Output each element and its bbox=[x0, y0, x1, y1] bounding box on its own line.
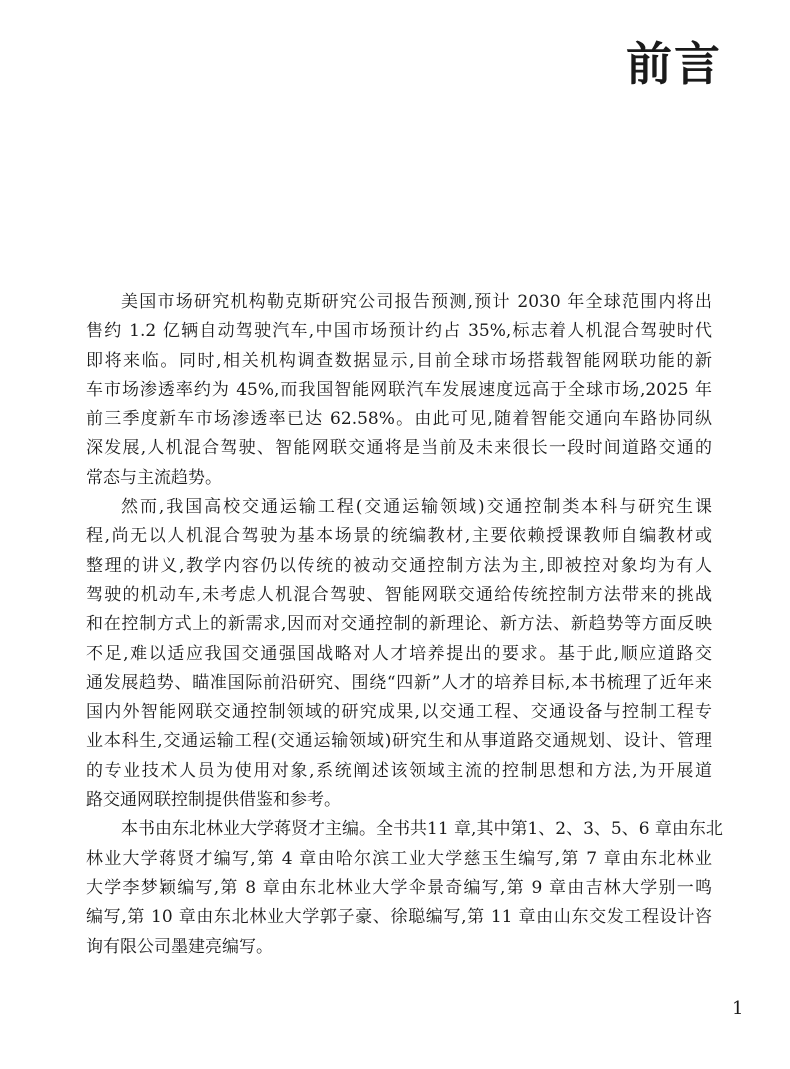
text-line: 编写,第 10 章由东北林业大学郭子豪、徐聪编写,第 11 章由山东交发工程设计咨 bbox=[86, 907, 712, 928]
paragraph bbox=[86, 288, 712, 493]
text-line: 询有限公司墨建亮编写。 bbox=[86, 936, 273, 957]
text-line: 整理的讲义,教学内容仍以传统的被动交通控制方法为主,即被控对象均为有人 bbox=[86, 555, 712, 576]
text-line: 前三季度新车市场渗透率已达 62.58%。由此可见,随着智能交通向车路协同纵 bbox=[86, 409, 712, 430]
text-line: 车市场渗透率约为 45%,而我国智能网联汽车发展速度远高于全球市场,2025 年 bbox=[86, 379, 712, 400]
text-line: 的专业技术人员为使用对象,系统阐述该领域主流的控制思想和方法,为开展道 bbox=[86, 760, 712, 781]
text-line: 国内外智能网联交通控制领域的研究成果,以交通工程、交通设备与控制工程专 bbox=[86, 702, 712, 723]
text-line: 林业大学蒋贤才编写,第 4 章由哈尔滨工业大学慈玉生编写,第 7 章由东北林业 bbox=[86, 848, 712, 869]
text-line: 深发展,人机混合驾驶、智能网联交通将是当前及未来很长一段时间道路交通的 bbox=[86, 438, 712, 459]
text-line: 大学李梦颖编写,第 8 章由东北林业大学伞景奇编写,第 9 章由吉林大学别一鸣 bbox=[86, 877, 712, 898]
text-line: 售约 1.2 亿辆自动驾驶汽车,中国市场预计约占 35%,标志着人机混合驾驶时代 bbox=[86, 321, 712, 342]
text-line: 程,尚无以人机混合驾驶为基本场景的统编教材,主要依赖授课教师自编教材或 bbox=[86, 526, 712, 547]
text-line: 业本科生,交通运输工程(交通运输领域)研究生和从事道路交通规划、设计、管理 bbox=[86, 731, 712, 752]
text-line: 不足,难以适应我国交通强国战略对人才培养提出的要求。基于此,顺应道路交 bbox=[86, 643, 712, 664]
page-title: 前言 bbox=[626, 37, 722, 91]
text-line: 本书由东北林业大学蒋贤才主编。全书共11 章,其中第1、2、3、5、6 章由东北 bbox=[121, 819, 723, 840]
paragraph bbox=[86, 815, 723, 961]
paragraph bbox=[86, 493, 712, 815]
text-line: 即将来临。同时,相关机构调查数据显示,目前全球市场搭载智能网联功能的新 bbox=[86, 350, 712, 371]
text-line: 和在控制方式上的新需求,因而对交通控制的新理论、新方法、新趋势等方面反映 bbox=[86, 614, 712, 635]
text-line: 驾驶的机动车,未考虑人机混合驾驶、智能网联交通给传统控制方法带来的挑战 bbox=[86, 584, 712, 605]
preface-body bbox=[86, 288, 723, 962]
text-line: 美国市场研究机构勒克斯研究公司报告预测,预计 2030 年全球范围内将出 bbox=[121, 292, 712, 312]
page-number: 1 bbox=[732, 998, 744, 1019]
text-line: 然而,我国高校交通运输工程(交通运输领域)交通控制类本科与研究生课 bbox=[121, 497, 712, 518]
text-line: 通发展趋势、瞄准国际前沿研究、围绕“四新”人才的培养目标,本书梳理了近年来 bbox=[86, 672, 712, 693]
text-line: 路交通网联控制提供借鉴和参考。 bbox=[86, 790, 341, 811]
text-line: 常态与主流趋势。 bbox=[86, 467, 222, 488]
